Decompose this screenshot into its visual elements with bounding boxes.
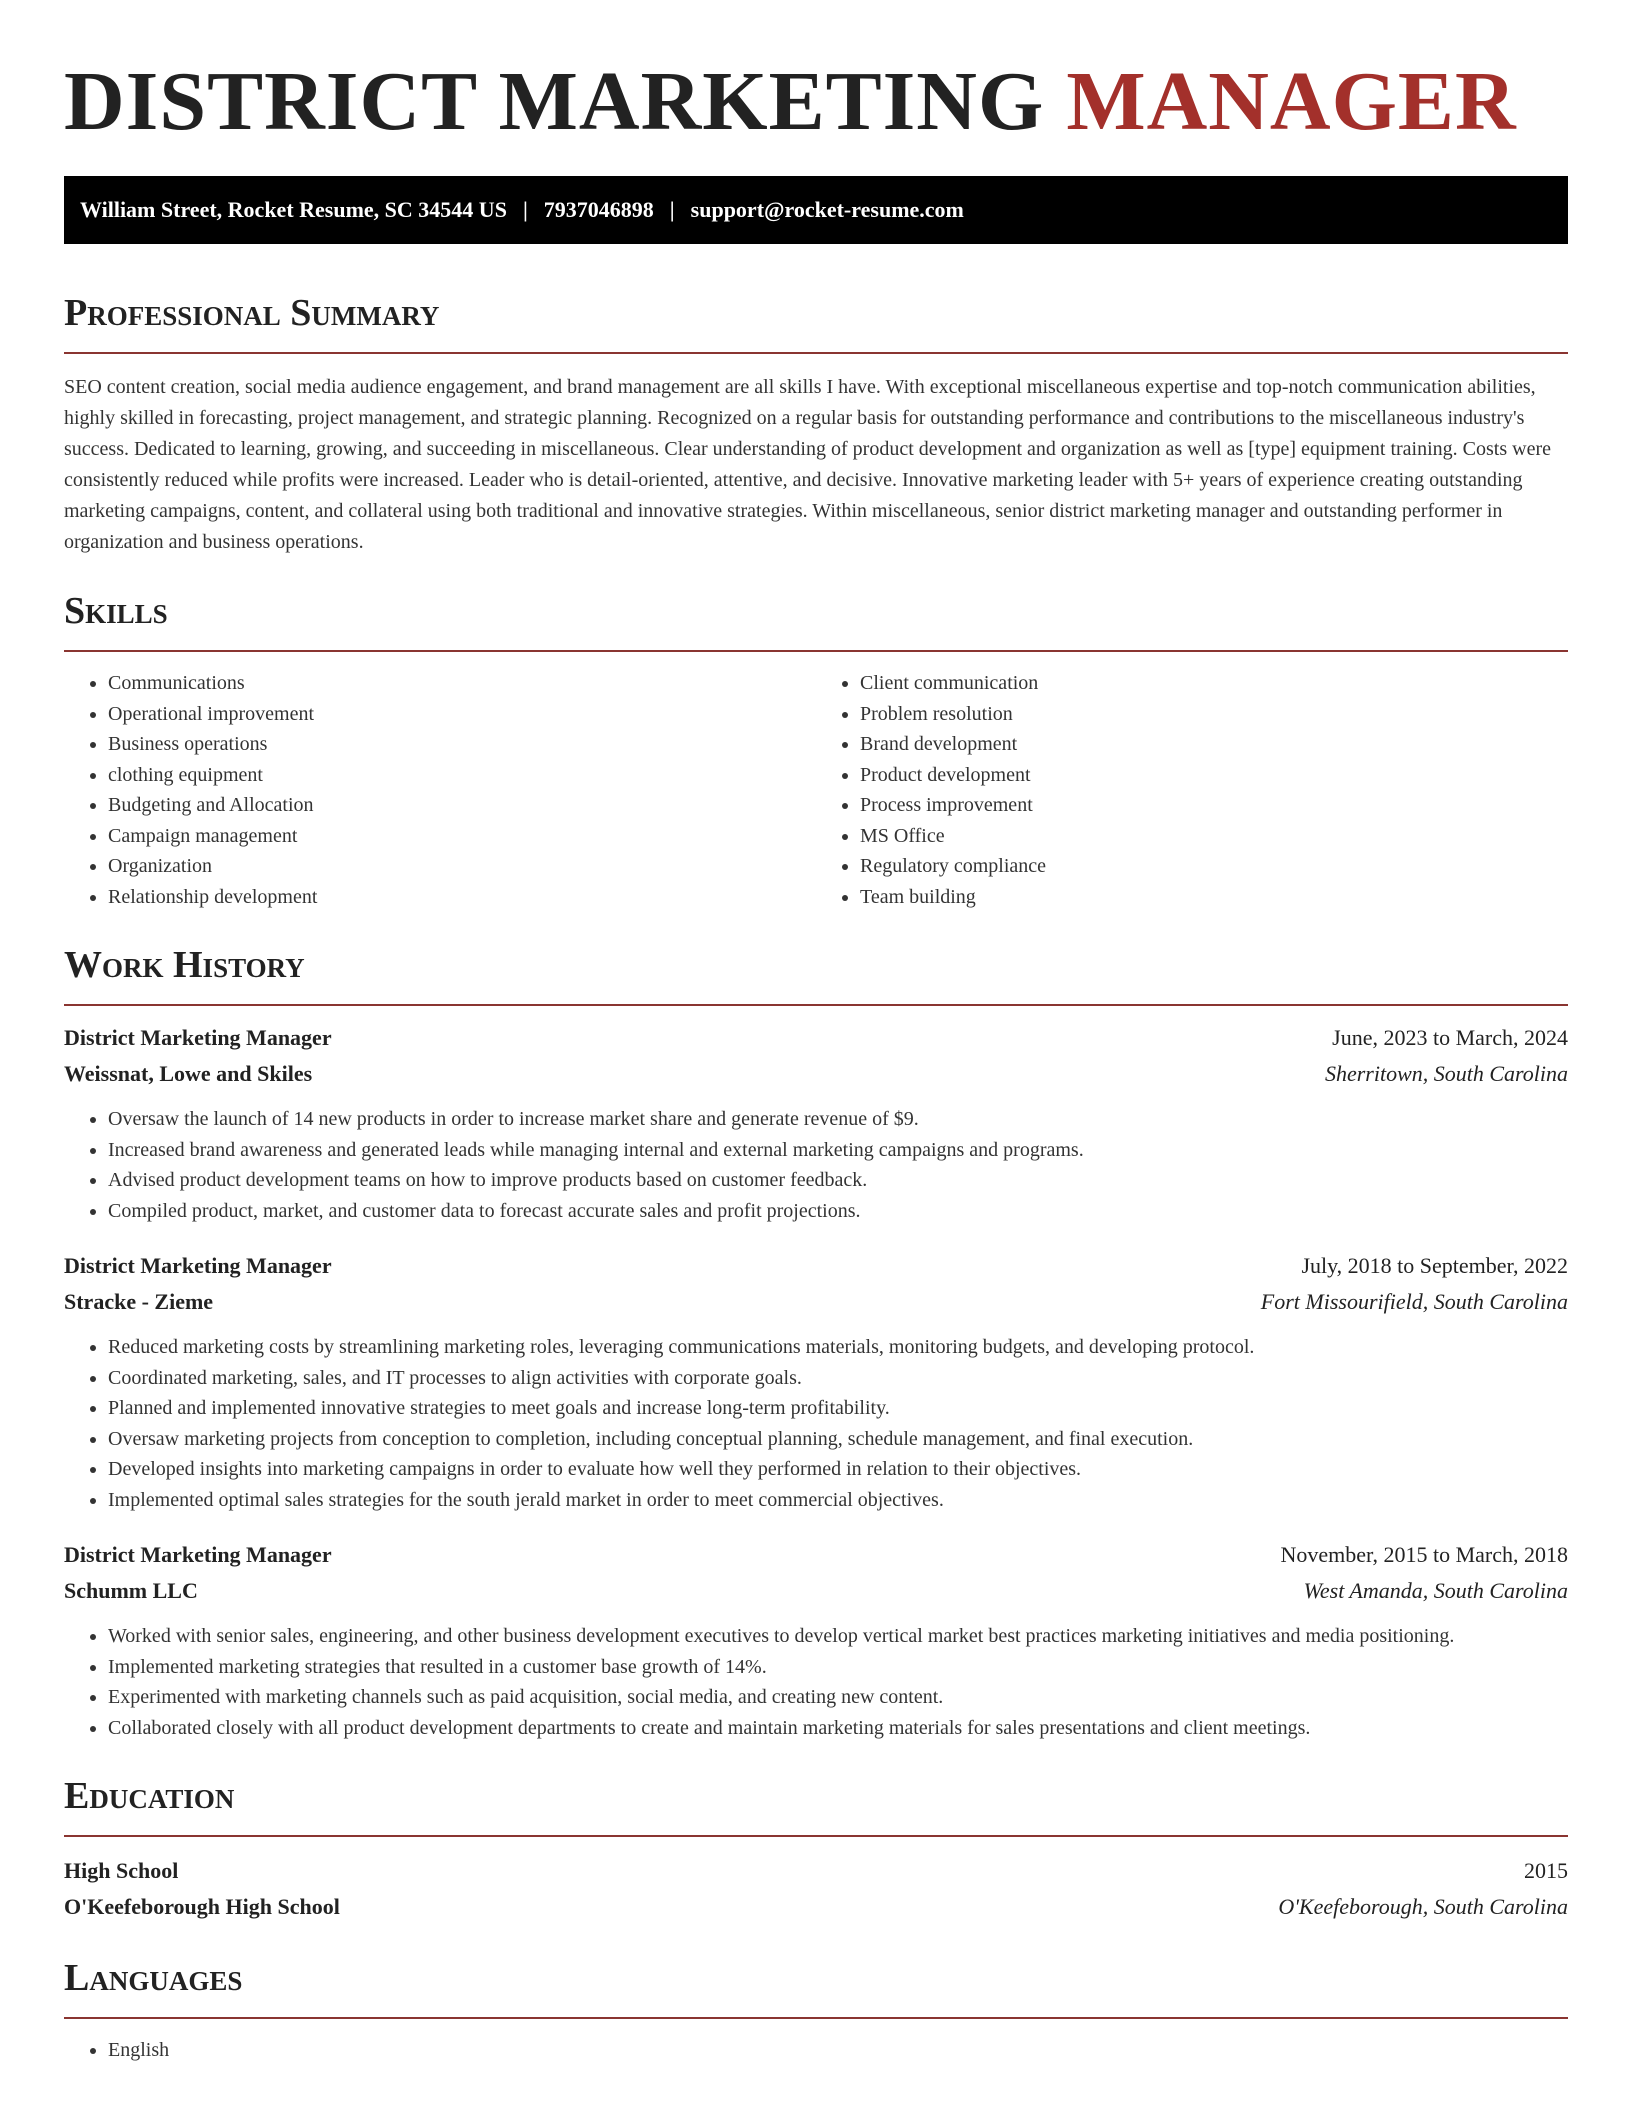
languages-section: [64, 1955, 1568, 2066]
section-divider: [64, 2017, 1568, 2019]
skills-section: [64, 588, 1568, 912]
job-header-row: [64, 1248, 1568, 1284]
contact-address: William Street, Rocket Resume, SC 34544 US: [80, 197, 507, 222]
job-location: Fort Missourifield, South Carolina: [1260, 1289, 1568, 1314]
list-item: • Worked with senior sales, engineering, and other business development executives to develop vertical market best practices marketing initiatives and media positioning.: [108, 1621, 1568, 1652]
job-company-row: [64, 1056, 1568, 1092]
list-item: • Campaign management: [108, 821, 816, 852]
section-divider: [64, 352, 1568, 354]
list-item: • Team building: [860, 882, 1568, 913]
skills-heading: Skills: [64, 590, 168, 632]
job-company-row: [64, 1284, 1568, 1320]
job-entry: [64, 1248, 1568, 1515]
education-row: [64, 1853, 1568, 1889]
list-item: • Implemented optimal sales strategies for the south jerald market in order to meet commercial objectives.: [108, 1485, 1568, 1516]
page-title: [64, 52, 1568, 152]
skills-column-left: [64, 668, 816, 912]
list-item: • Budgeting and Allocation: [108, 790, 816, 821]
skills-column-right: [816, 668, 1568, 912]
job-company-row: [64, 1573, 1568, 1609]
list-item: • Organization: [108, 851, 816, 882]
job-company: Schumm LLC: [64, 1578, 198, 1603]
list-item: • Experimented with marketing channels such as paid acquisition, social media, and creating new content.: [108, 1682, 1568, 1713]
job-bullets: [64, 1104, 1568, 1226]
education-heading: Education: [64, 1775, 235, 1817]
list-item: • Coordinated marketing, sales, and IT processes to align activities with corporate goals.: [108, 1363, 1568, 1394]
job-entry: [64, 1020, 1568, 1226]
list-item: • Compiled product, market, and customer data to forecast accurate sales and profit projections.: [108, 1196, 1568, 1227]
work-section: [64, 942, 1568, 1743]
list-item: • Implemented marketing strategies that resulted in a customer base growth of 14%.: [108, 1652, 1568, 1683]
list-item: • Oversaw marketing projects from conception to completion, including conceptual planning, schedule management, and final execution.: [108, 1424, 1568, 1455]
list-item: • Reduced marketing costs by streamlining marketing roles, leveraging communications materials, monitoring budgets, and developing protocol.: [108, 1332, 1568, 1363]
list-item: • Oversaw the launch of 14 new products in order to increase market share and generate revenue of $9.: [108, 1104, 1568, 1135]
education-school: O'Keefeborough High School: [64, 1894, 340, 1919]
job-company: Stracke - Zieme: [64, 1289, 214, 1314]
contact-separator: |: [669, 197, 675, 222]
skills-list-left: [64, 668, 816, 912]
list-item: • Relationship development: [108, 882, 816, 913]
list-item: • Developed insights into marketing campaigns in order to evaluate how well they performed in relation to their objectives.: [108, 1454, 1568, 1485]
job-bullets: [64, 1332, 1568, 1515]
list-item: • Client communication: [860, 668, 1568, 699]
education-location: O'Keefeborough, South Carolina: [1278, 1894, 1568, 1919]
list-item: • Brand development: [860, 729, 1568, 760]
list-item: • Product development: [860, 760, 1568, 791]
title-main: DISTRICT MARKETING: [64, 55, 1045, 148]
education-year: 2015: [1524, 1858, 1568, 1883]
job-company: Weissnat, Lowe and Skiles: [64, 1061, 313, 1086]
skills-list-right: [816, 668, 1568, 912]
list-item: • Communications: [108, 668, 816, 699]
list-item: • Operational improvement: [108, 699, 816, 730]
list-item: • English: [108, 2035, 1568, 2066]
summary-text: SEO content creation, social media audience engagement, and brand management are all skills I have. With exceptional miscellaneous expertise and top-notch communication abilities, highly skilled in forecasting, project management, and strategic planning. Recognized on a regular basis for outstanding performance and contributions to the miscellaneous industry's success. Dedicated to learning, growing, and succeeding in miscellaneous. Clear understanding of product development and organization as well as [type] equipment training. Costs were consistently reduced while profits were increased. Leader who is detail-oriented, attentive, and decisive. Innovative marketing leader with 5+ years of experience creating outstanding marketing campaigns, content, and collateral using both traditional and innovative strategies. Within miscellaneous, senior district marketing manager and outstanding performer in organization and business operations.: [64, 376, 1551, 553]
list-item: • clothing equipment: [108, 760, 816, 791]
job-location: West Amanda, South Carolina: [1303, 1578, 1568, 1603]
job-bullets: [64, 1621, 1568, 1743]
education-degree: High School: [64, 1858, 179, 1883]
list-item: • Problem resolution: [860, 699, 1568, 730]
contact-separator: |: [522, 197, 528, 222]
work-heading: Work History: [64, 944, 305, 986]
list-item: • Increased brand awareness and generated leads while managing internal and external marketing campaigns and programs.: [108, 1135, 1568, 1166]
contact-phone: 7937046898: [543, 197, 654, 222]
education-entry: [64, 1853, 1568, 1925]
list-item: • Collaborated closely with all product development departments to create and maintain marketing materials for sales presentations and client meetings.: [108, 1713, 1568, 1744]
contact-bar: [64, 176, 1568, 244]
skills-grid: [64, 668, 1568, 912]
contact-email: support@rocket-resume.com: [690, 197, 964, 222]
list-item: • Planned and implemented innovative strategies to meet goals and increase long-term profitability.: [108, 1393, 1568, 1424]
section-divider: [64, 650, 1568, 652]
languages-heading: Languages: [64, 1957, 243, 1999]
education-section: [64, 1773, 1568, 1925]
job-title: District Marketing Manager: [64, 1025, 332, 1050]
section-divider: [64, 1835, 1568, 1837]
summary-heading: Professional Summary: [64, 292, 440, 334]
languages-list: [64, 2035, 1568, 2066]
job-dates: June, 2023 to March, 2024: [1332, 1025, 1568, 1050]
job-dates: November, 2015 to March, 2018: [1280, 1542, 1568, 1567]
job-location: Sherritown, South Carolina: [1324, 1061, 1568, 1086]
job-header-row: [64, 1020, 1568, 1056]
job-title: District Marketing Manager: [64, 1542, 332, 1567]
list-item: • Advised product development teams on how to improve products based on customer feedback.: [108, 1165, 1568, 1196]
work-entries: [64, 1020, 1568, 1743]
job-title: District Marketing Manager: [64, 1253, 332, 1278]
job-dates: July, 2018 to September, 2022: [1301, 1253, 1568, 1278]
section-divider: [64, 1004, 1568, 1006]
list-item: • Process improvement: [860, 790, 1568, 821]
list-item: • Regulatory compliance: [860, 851, 1568, 882]
education-row: [64, 1889, 1568, 1925]
job-entry: [64, 1537, 1568, 1743]
title-accent: MANAGER: [1066, 55, 1517, 148]
job-header-row: [64, 1537, 1568, 1573]
summary-section: [64, 290, 1568, 558]
list-item: • Business operations: [108, 729, 816, 760]
list-item: • MS Office: [860, 821, 1568, 852]
